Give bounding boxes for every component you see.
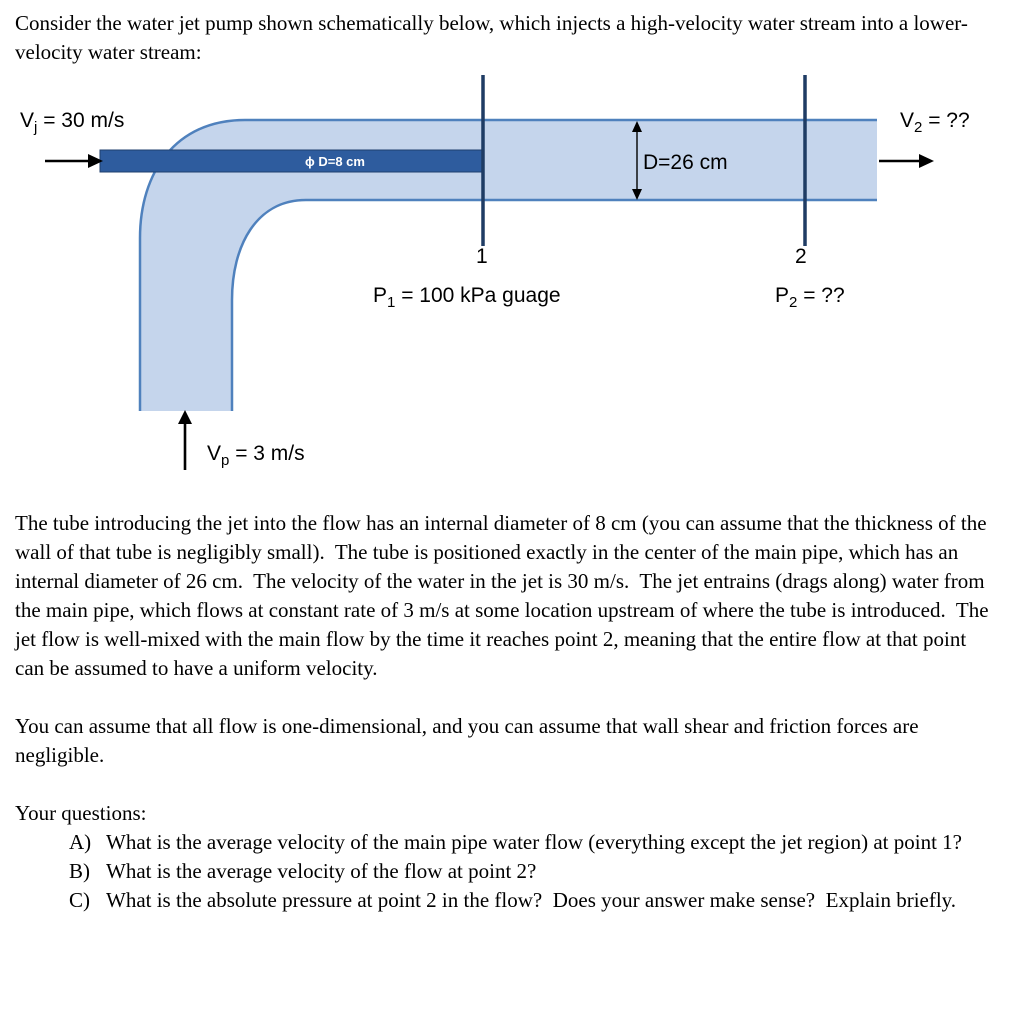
pressure-2-value: = ??	[797, 284, 845, 307]
questions-heading: Your questions:	[15, 801, 147, 825]
jet-tube-diameter-label: ϕ D=8 cm	[305, 154, 365, 169]
pressure-2-sub: 2	[789, 294, 798, 311]
outlet-velocity-label	[900, 109, 970, 136]
question-a-label: A)	[69, 830, 92, 854]
body-paragraph-2: You can assume that all flow is one-dimensional, and you can assume that wall shear and friction forces are negligible.	[15, 714, 924, 767]
pressure-1-label	[373, 284, 561, 311]
jet-tube	[100, 150, 483, 172]
jet-velocity-value: = 30 m/s	[37, 109, 125, 132]
body-paragraph-1: The tube introducing the jet into the flow has an internal diameter of 8 cm (you can assume that the thickness of the wall of that tube is negligibly small). The tube is positioned exactly in the center of the main pipe, which has an internal diameter of 26 cm. The velocity of the water in the jet is 30 m/s. The jet entrains (drags along) water from the main pipe, which flows at constant rate of 3 m/s at some location upstream of where the tube is introduced. The jet flow is well-mixed with the main flow by the time it reaches point 2, meaning that the entire flow at that point can be assumed to have a uniform velocity.	[15, 511, 994, 680]
pipe-velocity-value: = 3 m/s	[229, 442, 305, 465]
jet-velocity-sub: j	[34, 119, 38, 136]
intro-paragraph: Consider the water jet pump shown schematically below, which injects a high-velocity water stream into a lower-velocity water stream:	[15, 11, 968, 64]
jet-inlet-arrow-icon	[45, 154, 103, 168]
question-c-text: What is the absolute pressure at point 2 in the flow? Does your answer make sense? Explain briefly.	[106, 888, 957, 912]
pressure-1-value: = 100 kPa guage	[395, 284, 561, 307]
outlet-velocity-sub: 2	[914, 119, 923, 136]
question-b-label: B)	[69, 859, 90, 883]
jet-velocity-label	[20, 109, 124, 136]
pressure-1-sub: 1	[387, 294, 396, 311]
station-2-number: 2	[795, 245, 807, 268]
pipe-velocity-sub: p	[221, 452, 230, 469]
outlet-velocity-base: V	[900, 109, 915, 132]
question-item-c	[15, 886, 999, 915]
water-jet-pump-diagram	[15, 70, 999, 482]
question-a-text: What is the average velocity of the main pipe water flow (everything except the jet region) at point 1?	[106, 830, 963, 854]
question-b-text: What is the average velocity of the flow at point 2?	[106, 859, 537, 883]
question-c-label: C)	[69, 888, 90, 912]
pressure-2-base: P	[775, 284, 790, 307]
pipe-velocity-label	[207, 442, 305, 469]
main-diameter-label: D=26 cm	[643, 151, 728, 174]
question-item-b	[15, 857, 999, 886]
pressure-1-base: P	[373, 284, 388, 307]
pipe-velocity-base: V	[207, 442, 222, 465]
jet-velocity-base: V	[20, 109, 35, 132]
outlet-velocity-value: = ??	[922, 109, 970, 132]
question-item-a	[15, 828, 999, 857]
station-1-number: 1	[476, 245, 488, 268]
pipe-inlet-arrow-icon	[178, 410, 192, 470]
questions-list	[15, 828, 999, 915]
pressure-2-label	[775, 284, 845, 311]
outlet-arrow-icon	[879, 154, 934, 168]
